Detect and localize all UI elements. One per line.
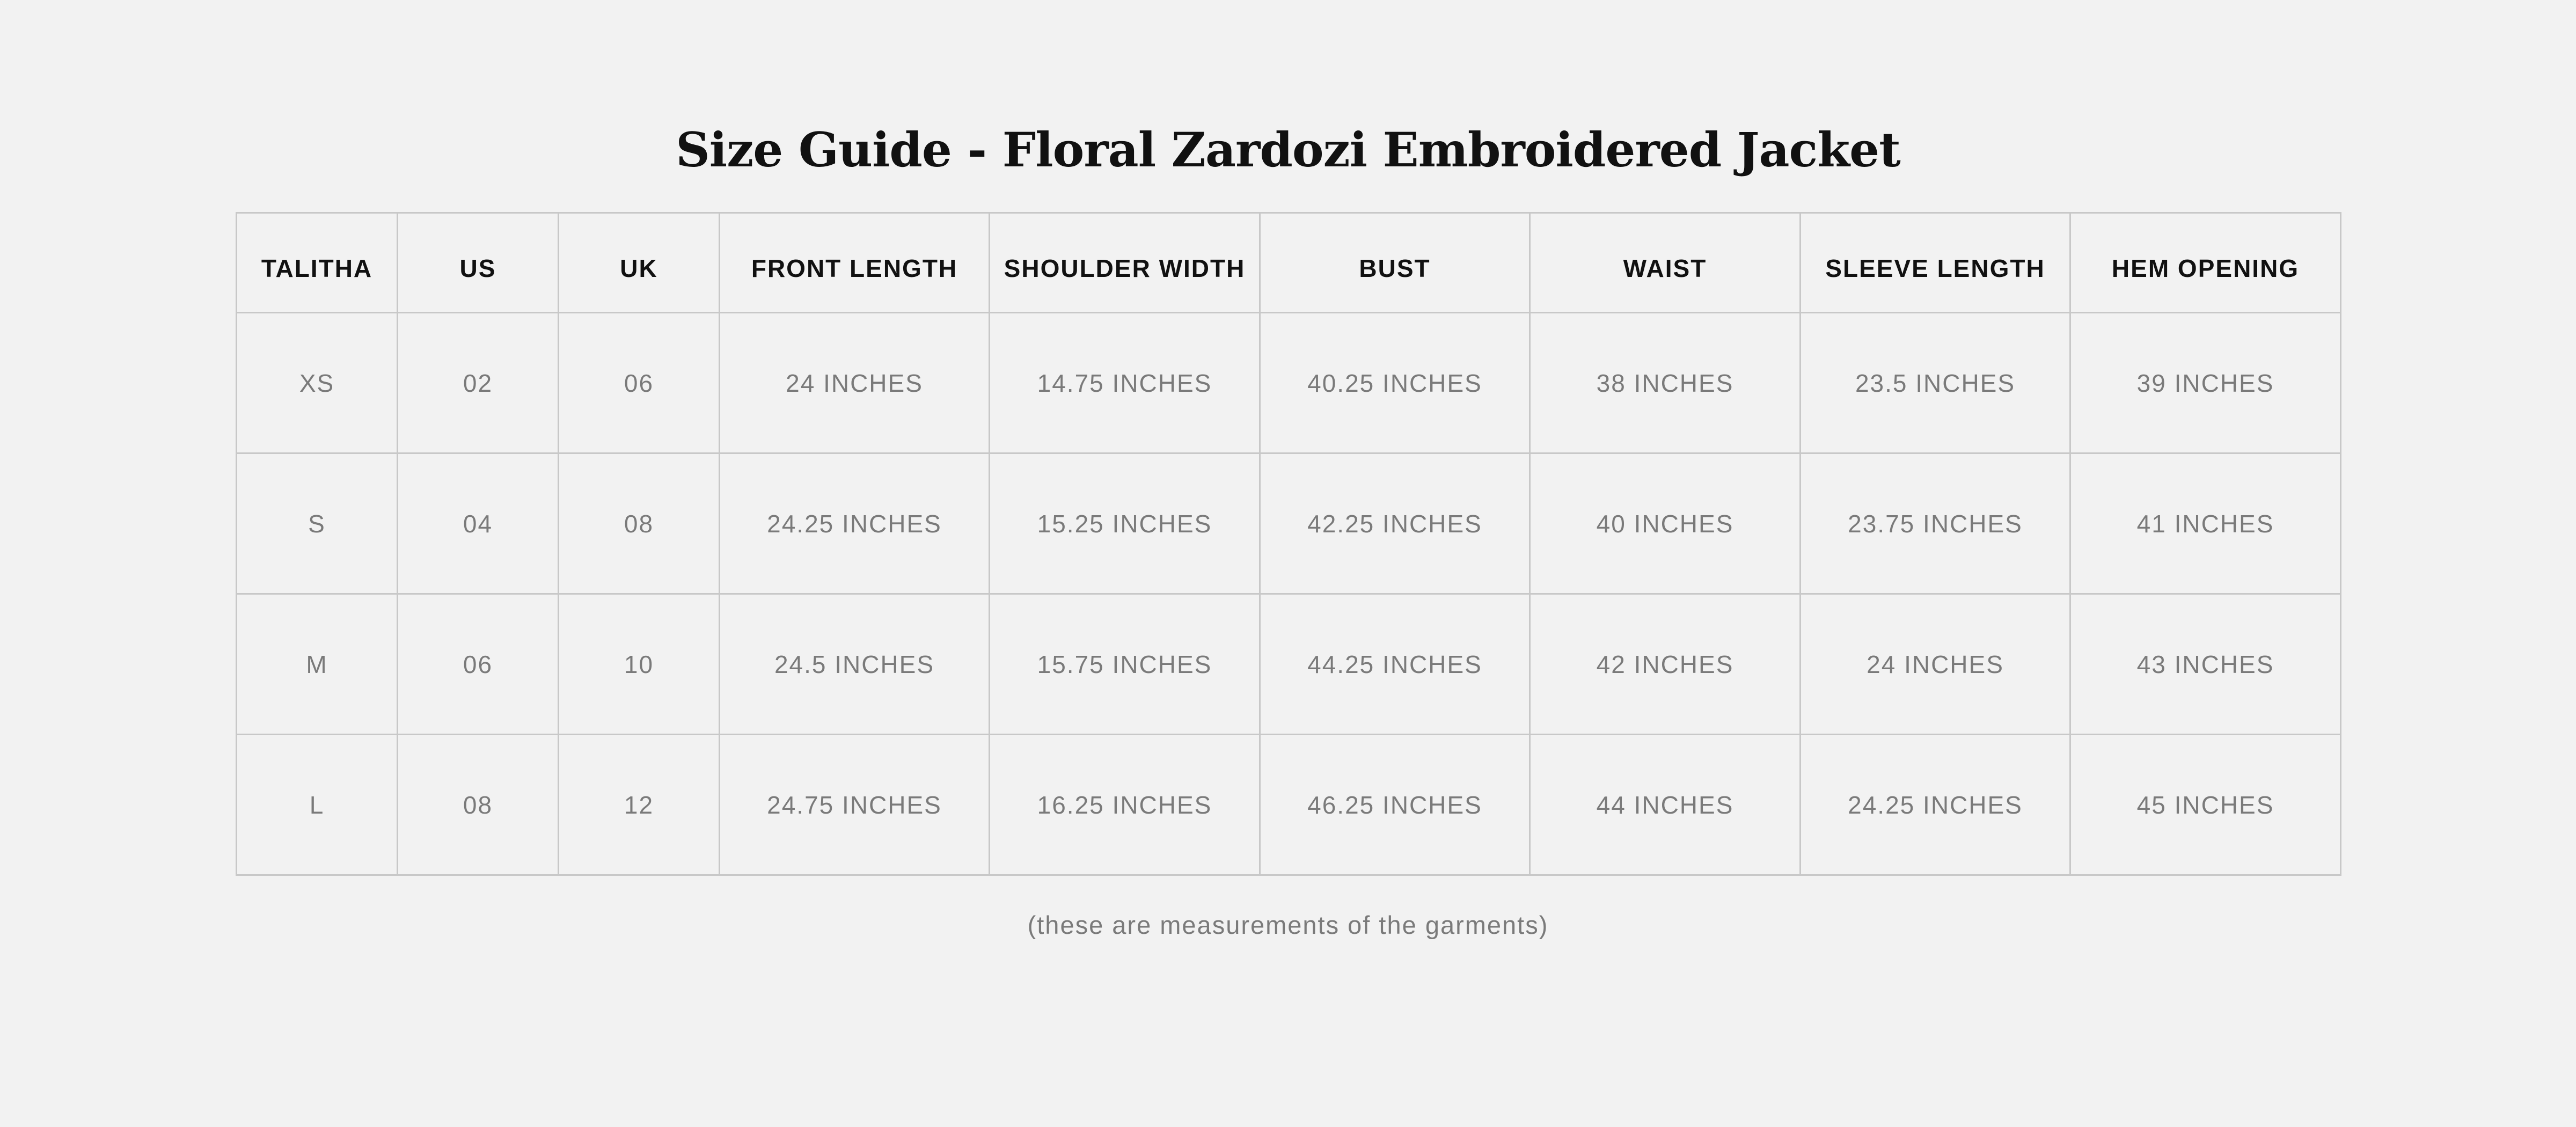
header-front-length: FRONT LENGTH bbox=[720, 213, 990, 313]
table-cell: 24.5 INCHES bbox=[720, 594, 990, 735]
table-cell: 46.25 INCHES bbox=[1260, 735, 1530, 875]
table-cell: 44.25 INCHES bbox=[1260, 594, 1530, 735]
table-cell: L bbox=[237, 735, 398, 875]
table-cell: 23.5 INCHES bbox=[1801, 313, 2070, 453]
table-row bbox=[237, 735, 2341, 875]
table-cell: 43 INCHES bbox=[2070, 594, 2341, 735]
table-row bbox=[237, 594, 2341, 735]
table-cell: 38 INCHES bbox=[1530, 313, 1801, 453]
table-cell: 24.75 INCHES bbox=[720, 735, 990, 875]
size-guide-table bbox=[236, 212, 2341, 876]
table-cell: 08 bbox=[398, 735, 559, 875]
table-cell: 45 INCHES bbox=[2070, 735, 2341, 875]
header-uk: UK bbox=[559, 213, 720, 313]
measurement-footnote: (these are measurements of the garments) bbox=[1027, 911, 1549, 939]
table-cell: 10 bbox=[559, 594, 720, 735]
table-cell: 24.25 INCHES bbox=[1801, 735, 2070, 875]
table-cell: 44 INCHES bbox=[1530, 735, 1801, 875]
page-title: Size Guide - Floral Zardozi Embroidered Jacket bbox=[676, 121, 1900, 178]
table-cell: 23.75 INCHES bbox=[1801, 453, 2070, 594]
table-cell: 15.25 INCHES bbox=[990, 453, 1260, 594]
table-cell: 15.75 INCHES bbox=[990, 594, 1260, 735]
table-cell: 24 INCHES bbox=[720, 313, 990, 453]
table-cell: M bbox=[237, 594, 398, 735]
table-cell: 41 INCHES bbox=[2070, 453, 2341, 594]
table-cell: 16.25 INCHES bbox=[990, 735, 1260, 875]
header-bust: BUST bbox=[1260, 213, 1530, 313]
header-shoulder-width: SHOULDER WIDTH bbox=[990, 213, 1260, 313]
table-cell: 24 INCHES bbox=[1801, 594, 2070, 735]
table-cell: 02 bbox=[398, 313, 559, 453]
table-cell: 39 INCHES bbox=[2070, 313, 2341, 453]
table-cell: 06 bbox=[559, 313, 720, 453]
table-cell: 12 bbox=[559, 735, 720, 875]
table-cell: 06 bbox=[398, 594, 559, 735]
table-cell: 40 INCHES bbox=[1530, 453, 1801, 594]
header-us: US bbox=[398, 213, 559, 313]
header-talitha: TALITHA bbox=[237, 213, 398, 313]
table-cell: 14.75 INCHES bbox=[990, 313, 1260, 453]
header-sleeve-length: SLEEVE LENGTH bbox=[1801, 213, 2070, 313]
table-row bbox=[237, 313, 2341, 453]
table-cell: S bbox=[237, 453, 398, 594]
table-cell: XS bbox=[237, 313, 398, 453]
header-row bbox=[237, 213, 2341, 313]
table-cell: 24.25 INCHES bbox=[720, 453, 990, 594]
table-cell: 40.25 INCHES bbox=[1260, 313, 1530, 453]
table-cell: 08 bbox=[559, 453, 720, 594]
table-cell: 04 bbox=[398, 453, 559, 594]
header-hem-opening: HEM OPENING bbox=[2070, 213, 2341, 313]
table-cell: 42.25 INCHES bbox=[1260, 453, 1530, 594]
header-waist: WAIST bbox=[1530, 213, 1801, 313]
table-row bbox=[237, 453, 2341, 594]
table-cell: 42 INCHES bbox=[1530, 594, 1801, 735]
